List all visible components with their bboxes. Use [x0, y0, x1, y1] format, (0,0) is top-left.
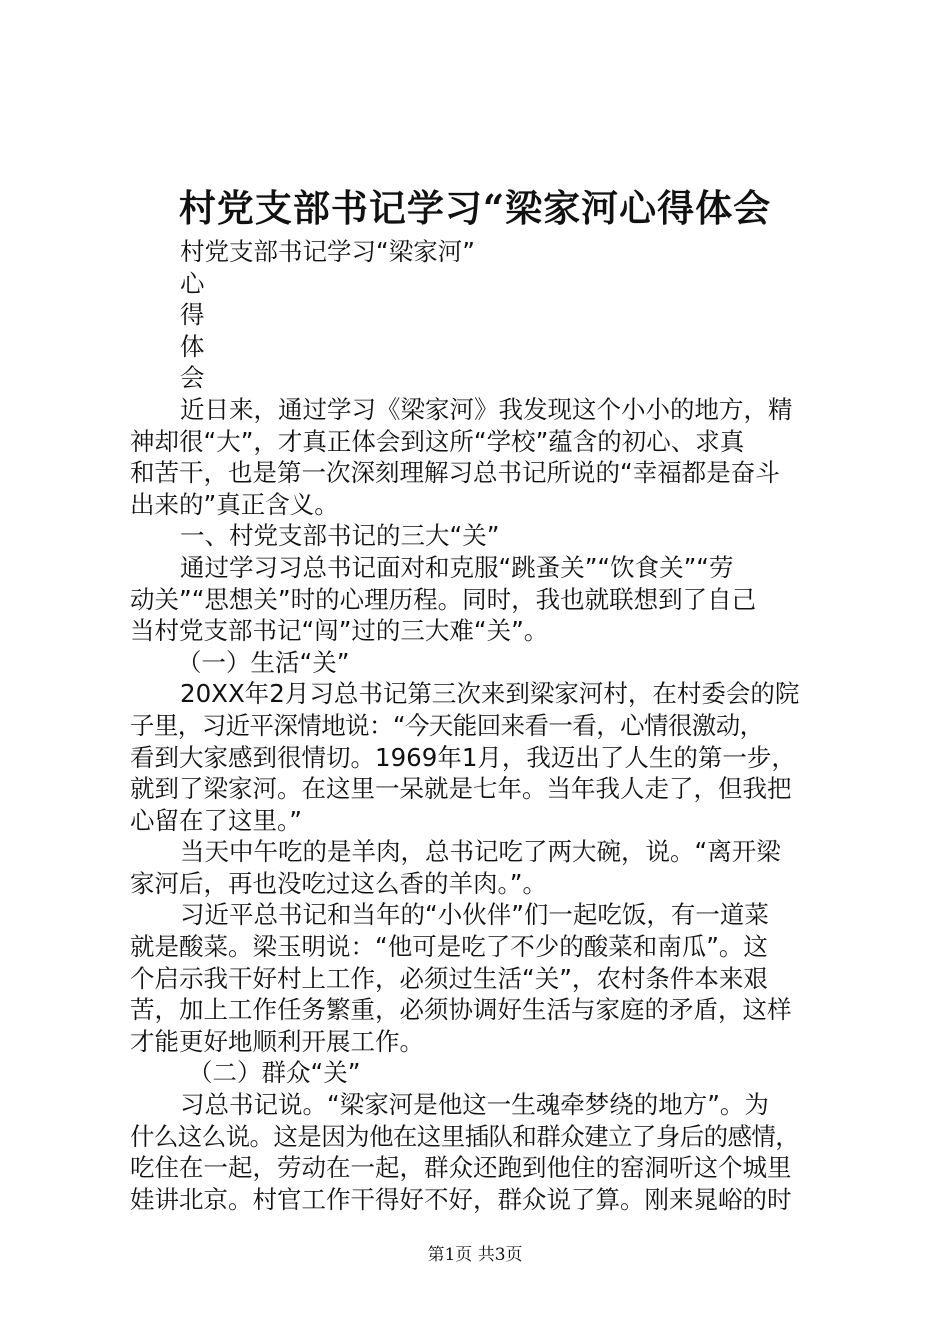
- page-number-footer: 第1页 共3页: [427, 1245, 523, 1265]
- paragraph-line: 就是酸菜。梁玉明说：“他可是吃了不少的酸菜和南瓜”。这: [130, 932, 768, 962]
- paragraph-line: 20XX年2月习总书记第三次来到梁家河村，在村委会的院: [180, 679, 800, 709]
- paragraph-line: 就到了梁家河。在这里一呆就是七年。当年我人走了，但我把: [130, 774, 792, 804]
- paragraph-line: 神却很“大”，才真正体会到这所“学校”蕴含的初心、求真: [130, 426, 745, 456]
- paragraph-line: 习总书记说。“梁家河是他这一生魂牵梦绕的地方”。为: [180, 1090, 769, 1120]
- paragraph-line: 当天中午吃的是羊肉，总书记吃了两大碗，说。“离开梁: [180, 837, 781, 867]
- paragraph-line: 苦，加上工作任务繁重，必须协调好生活与家庭的矛盾，这样: [130, 995, 792, 1025]
- document-body: [130, 236, 830, 1215]
- paragraph-line: 个启示我干好村上工作，必须过生活“关”，农村条件本来艰: [130, 963, 768, 993]
- paragraph-line: 和苦干，也是第一次深刻理解习总书记所说的“幸福都是奋斗: [130, 458, 780, 488]
- subtitle-char: 会: [180, 363, 205, 393]
- subtitle-char: 体: [180, 331, 205, 361]
- paragraph-line: 近日来，通过学习《梁家河》我发现这个小小的地方，精: [180, 394, 793, 424]
- paragraph-line: 什么这么说。这是因为他在这里插队和群众建立了身后的感情，: [130, 1121, 800, 1151]
- paragraph-line: 心留在了这里。”: [130, 805, 302, 835]
- paragraph-line: 出来的”真正含义。: [130, 489, 339, 519]
- subtitle-char: 得: [180, 300, 205, 330]
- subtitle-line: 村党支部书记学习“梁家河”: [180, 237, 475, 266]
- paragraph-line: 子里，习近平深情地说：“今天能回来看一看，心情很激动，: [130, 710, 764, 740]
- paragraph-line: 吃住在一起，劳动在一起，群众还跑到他住的窑洞听这个城里: [130, 1153, 792, 1183]
- paragraph-line: 看到大家感到很情切。1969年1月，我迈出了人生的第一步，: [130, 742, 796, 772]
- document-title: 村党支部书记学习“梁家河心得体会: [178, 186, 772, 230]
- paragraph-line: 家河后，再也没吃过这么香的羊肉。”。: [130, 868, 547, 898]
- paragraph-line: 当村党支部书记“闯”过的三大难“关”。: [130, 616, 549, 646]
- paragraph-line: 动关”“思想关”时的心理历程。同时，我也就联想到了自己: [130, 584, 757, 614]
- subsection-heading: （一）生活“关”: [177, 647, 350, 677]
- subsection-heading: （二）群众“关”: [188, 1058, 361, 1088]
- section-heading: 一、村党支部书记的三大“关”: [180, 521, 500, 551]
- paragraph-line: 通过学习习总书记面对和克服“跳蚤关”“饮食关”“劳: [180, 552, 734, 582]
- paragraph-line: 习近平总书记和当年的“小伙伴”们一起吃饭，有一道菜: [180, 900, 769, 930]
- paragraph-line: 才能更好地顺利开展工作。: [130, 1026, 424, 1056]
- paragraph-line: 娃讲北京。村官工作干得好不好，群众说了算。刚来晁峪的时: [130, 1184, 792, 1214]
- subtitle-char: 心: [180, 268, 205, 298]
